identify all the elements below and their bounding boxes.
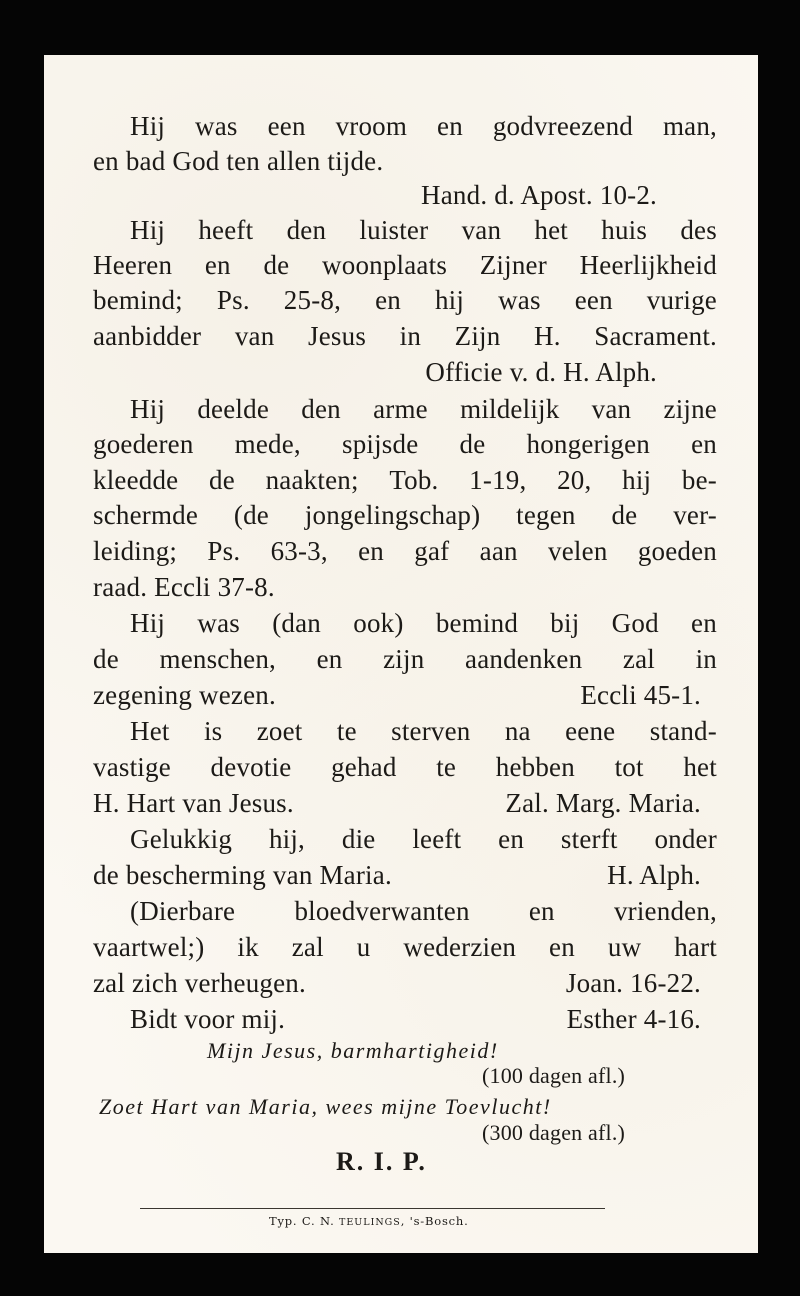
word: is	[203, 716, 223, 746]
text-line-with-citation	[93, 862, 701, 889]
text-line	[93, 323, 717, 350]
word: die	[341, 824, 376, 854]
word: Heerlijkheid	[579, 250, 717, 280]
indulgence: (100 dagen afl.)	[482, 1063, 626, 1088]
text-line	[93, 502, 717, 529]
word: heeft	[198, 215, 254, 245]
word: bloedverwanten	[294, 896, 470, 926]
printer-prefix: Typ. C. N.	[269, 1214, 339, 1228]
word: hongerigen	[526, 429, 650, 459]
text: H. Hart van Jesus.	[93, 788, 294, 818]
word: vastige	[93, 752, 171, 782]
word: en	[437, 111, 463, 141]
prayer: Zoet Hart van Maria, wees mijne Toevlucht!	[99, 1094, 552, 1119]
word: kleedde	[93, 465, 179, 495]
word: te	[436, 752, 457, 782]
word: zijne	[663, 394, 717, 424]
word: God	[611, 608, 659, 638]
word: een	[267, 111, 306, 141]
word: van	[461, 215, 502, 245]
word: sterft	[560, 824, 618, 854]
word: Hij	[130, 608, 166, 638]
word: zoet	[256, 716, 303, 746]
text: zal zich verheugen.	[93, 968, 306, 998]
word: Jesus	[308, 321, 367, 351]
word: Hij	[130, 111, 166, 141]
word: u	[356, 932, 371, 962]
word: en	[316, 644, 343, 674]
word: de	[459, 429, 486, 459]
word: te	[336, 716, 357, 746]
citation: H. Alph.	[607, 860, 701, 890]
text-line-with-citation	[93, 970, 701, 997]
word: den	[301, 394, 341, 424]
text-line: raad. Eccli 37-8.	[93, 572, 275, 602]
word: des	[680, 215, 717, 245]
word: bemind;	[93, 285, 183, 315]
text-line	[93, 252, 717, 279]
word: Gelukkig	[130, 824, 233, 854]
word: was	[197, 608, 240, 638]
word: Het	[130, 716, 170, 746]
word: zal	[291, 932, 324, 962]
word: gaf	[414, 536, 450, 566]
word: 25-8,	[283, 285, 342, 315]
text-line	[93, 538, 717, 565]
divider	[140, 1208, 605, 1209]
word: arme	[373, 394, 428, 424]
word: mildelijk	[460, 394, 560, 424]
text-line	[130, 396, 717, 423]
word: Sacrament.	[594, 321, 717, 351]
text-line-with-citation	[130, 1006, 701, 1033]
word: van	[234, 321, 275, 351]
word: mede,	[234, 429, 301, 459]
word: wederzien	[403, 932, 517, 962]
word: huis	[601, 215, 648, 245]
word: ook)	[353, 608, 404, 638]
word: godvreezend	[492, 111, 633, 141]
text-line	[93, 646, 717, 673]
text-line	[130, 718, 717, 745]
word: goederen	[93, 429, 194, 459]
word: hart	[674, 932, 717, 962]
word: Ps.	[207, 536, 241, 566]
word: sterven	[391, 716, 471, 746]
word: bemind	[435, 608, 519, 638]
text-line	[130, 217, 717, 244]
word: na	[504, 716, 531, 746]
word: en	[691, 608, 717, 638]
word: Ps.	[216, 285, 250, 315]
word: Hij	[130, 394, 166, 424]
word: eene	[565, 716, 616, 746]
text-line	[130, 826, 717, 853]
word: woonplaats	[322, 250, 448, 280]
word: een	[574, 285, 613, 315]
memorial-card	[44, 55, 758, 1253]
prayer: Mijn Jesus, barmhartigheid!	[207, 1038, 499, 1063]
word: en	[375, 285, 401, 315]
word: man,	[662, 111, 717, 141]
word: be-	[681, 465, 717, 495]
word: bij	[550, 608, 580, 638]
word: aandenken	[465, 644, 583, 674]
word: den	[286, 215, 327, 245]
word: zal	[622, 644, 655, 674]
word: Zijn	[454, 321, 501, 351]
word: (de	[233, 500, 269, 530]
word: hij	[622, 465, 652, 495]
word: 1-19,	[469, 465, 527, 495]
citation: Officie v. d. H. Alph.	[425, 357, 657, 387]
word: zijn	[383, 644, 425, 674]
word: spijsde	[342, 429, 419, 459]
word: was	[498, 285, 541, 315]
text-line	[130, 898, 717, 925]
word: gehad	[331, 752, 397, 782]
word: onder	[654, 824, 717, 854]
word: Hij	[130, 215, 166, 245]
printer-credit	[269, 1216, 469, 1228]
word: jongelingschap)	[304, 500, 481, 530]
word: vroom	[335, 111, 408, 141]
text-line-with-citation	[93, 682, 701, 709]
text: Bidt voor mij.	[130, 1004, 286, 1034]
word: in	[399, 321, 422, 351]
word: hij	[434, 285, 465, 315]
citation: Eccli 45-1.	[580, 680, 701, 710]
word: de	[263, 250, 290, 280]
word: leiding;	[93, 536, 178, 566]
word: van	[591, 394, 632, 424]
citation: Joan. 16-22.	[565, 968, 701, 998]
word: was	[195, 111, 238, 141]
word: 63-3,	[270, 536, 328, 566]
word: hij,	[268, 824, 306, 854]
citation: Esther 4-16.	[566, 1004, 701, 1034]
word: naakten;	[265, 465, 359, 495]
word: (Dierbare	[130, 896, 236, 926]
word: en	[204, 250, 231, 280]
word: luister	[359, 215, 429, 245]
citation: Zal. Marg. Maria.	[505, 788, 701, 818]
text: zegening wezen.	[93, 680, 276, 710]
word: vrienden,	[613, 896, 717, 926]
word: Zijner	[479, 250, 547, 280]
word: en	[691, 429, 717, 459]
text-line	[93, 934, 717, 961]
word: het	[534, 215, 568, 245]
word: (dan	[272, 608, 322, 638]
word: en	[549, 932, 575, 962]
word: velen	[548, 536, 608, 566]
word: H.	[534, 321, 561, 351]
text-line	[93, 431, 717, 458]
word: schermde	[93, 500, 199, 530]
word: het	[683, 752, 717, 782]
word: tegen	[516, 500, 576, 530]
text-line	[130, 113, 717, 140]
text-line	[93, 467, 717, 494]
word: en	[358, 536, 384, 566]
word: in	[695, 644, 717, 674]
word: leeft	[412, 824, 462, 854]
word: devotie	[210, 752, 292, 782]
word: de	[209, 465, 235, 495]
indulgence: (300 dagen afl.)	[482, 1120, 626, 1145]
word: stand-	[649, 716, 717, 746]
word: aan	[479, 536, 518, 566]
word: en	[498, 824, 525, 854]
word: hebben	[495, 752, 575, 782]
word: menschen,	[159, 644, 277, 674]
text-line: en bad God ten allen tijde.	[93, 146, 384, 176]
word: vurige	[646, 285, 717, 315]
text-line	[93, 287, 717, 314]
word: aanbidder	[93, 321, 202, 351]
word: de	[93, 644, 119, 674]
word: ik	[237, 932, 259, 962]
word: vaartwel;)	[93, 932, 205, 962]
text-line-with-citation	[93, 790, 701, 817]
text-line	[130, 610, 717, 637]
word: ver-	[673, 500, 717, 530]
word: deelde	[197, 394, 270, 424]
word: Tob.	[389, 465, 439, 495]
word: Heeren	[93, 250, 173, 280]
word: tot	[614, 752, 644, 782]
word: goeden	[637, 536, 717, 566]
word: 20,	[557, 465, 592, 495]
rip-text: R. I. P.	[336, 1147, 427, 1176]
word: uw	[607, 932, 642, 962]
citation: Hand. d. Apost. 10-2.	[421, 180, 657, 210]
word: de	[611, 500, 638, 530]
text-line	[93, 754, 717, 781]
printer-name: TEULINGS	[338, 1217, 401, 1228]
text: de bescherming van Maria.	[93, 860, 392, 890]
printer-suffix: , 's-Bosch.	[400, 1214, 469, 1228]
word: en	[528, 896, 555, 926]
